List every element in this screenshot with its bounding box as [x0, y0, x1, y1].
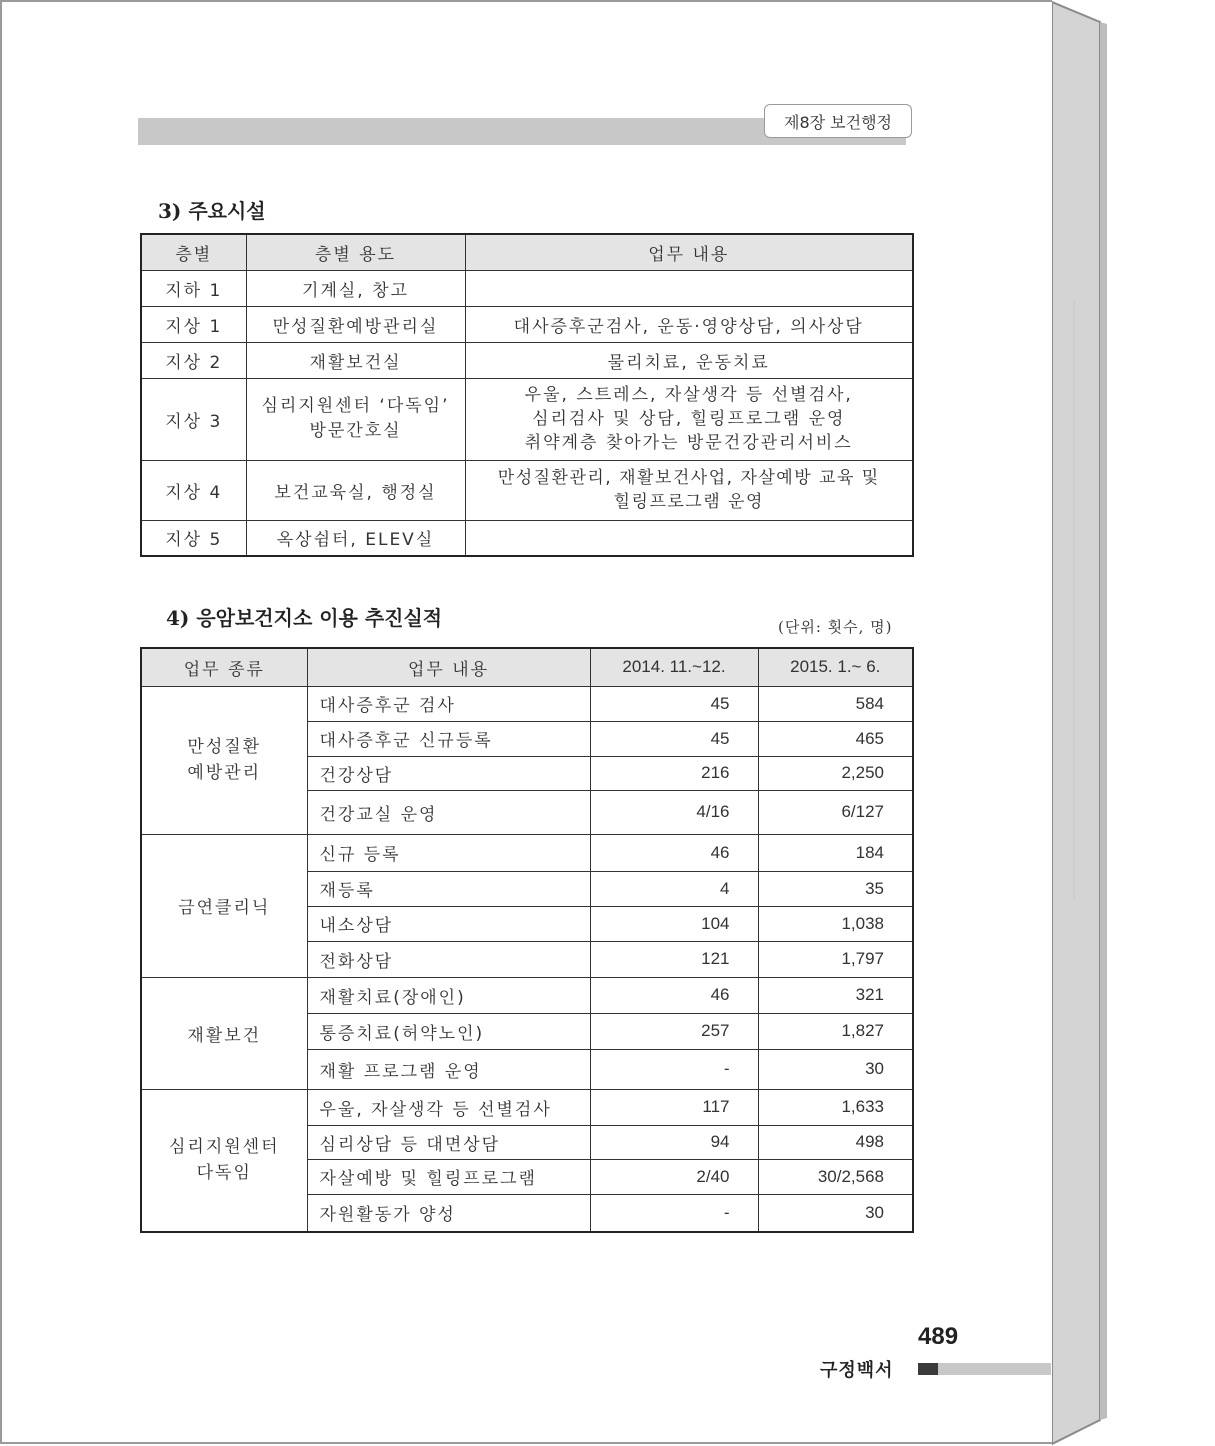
- table-row: [141, 342, 913, 378]
- performance-header-row: [141, 648, 913, 686]
- floor-cell: 지상 3: [141, 378, 246, 460]
- value-2014-cell: 104: [590, 906, 758, 941]
- value-2014-cell: 257: [590, 1013, 758, 1049]
- col-use-header: 층별 용도: [246, 234, 465, 270]
- value-2015-cell: 498: [758, 1125, 913, 1159]
- value-2014-cell: 45: [590, 721, 758, 756]
- work-cell: [465, 520, 913, 556]
- value-2015-cell: 2,250: [758, 756, 913, 790]
- table-row: [141, 834, 913, 871]
- work-cell: 우울, 스트레스, 자살생각 등 선별검사, 심리검사 및 상담, 힐링프로그램 운영 취약계층 찾아가는 방문건강관리서비스: [465, 378, 913, 460]
- value-2014-cell: 94: [590, 1125, 758, 1159]
- col-floor-header: 층별: [141, 234, 246, 270]
- work-cell: [465, 270, 913, 306]
- table-row: [141, 1089, 913, 1125]
- col-2015-header: 2015. 1.~ 6.: [758, 648, 913, 686]
- table-row: [141, 520, 913, 556]
- value-2015-cell: 584: [758, 686, 913, 721]
- value-2014-cell: 4/16: [590, 790, 758, 834]
- facilities-table: [140, 233, 914, 557]
- value-2015-cell: 184: [758, 834, 913, 871]
- table-row: [141, 460, 913, 520]
- category-cell: 심리지원센터 다독임: [141, 1089, 307, 1232]
- task-cell: 대사증후군 검사: [307, 686, 590, 721]
- value-2014-cell: -: [590, 1194, 758, 1232]
- performance-table: [140, 647, 914, 1233]
- value-2014-cell: 2/40: [590, 1159, 758, 1194]
- value-2014-cell: 4: [590, 871, 758, 906]
- value-2014-cell: 46: [590, 834, 758, 871]
- floor-cell: 지상 4: [141, 460, 246, 520]
- value-2015-cell: 465: [758, 721, 913, 756]
- work-cell: 물리치료, 운동치료: [465, 342, 913, 378]
- value-2015-cell: 6/127: [758, 790, 913, 834]
- task-cell: 대사증후군 신규등록: [307, 721, 590, 756]
- table-row: [141, 686, 913, 721]
- task-cell: 내소상담: [307, 906, 590, 941]
- work-cell: 대사증후군검사, 운동·영양상담, 의사상담: [465, 306, 913, 342]
- use-cell: 보건교육실, 행정실: [246, 460, 465, 520]
- value-2014-cell: 45: [590, 686, 758, 721]
- task-cell: 재활 프로그램 운영: [307, 1049, 590, 1089]
- task-cell: 우울, 자살생각 등 선별검사: [307, 1089, 590, 1125]
- task-cell: 재등록: [307, 871, 590, 906]
- task-cell: 건강상담: [307, 756, 590, 790]
- facilities-header-row: [141, 234, 913, 270]
- table-row: [141, 378, 913, 460]
- task-cell: 건강교실 운영: [307, 790, 590, 834]
- chapter-label: 제8장 보건행정: [783, 112, 892, 132]
- floor-cell: 지상 2: [141, 342, 246, 378]
- col-work-header: 업무 내용: [465, 234, 913, 270]
- value-2015-cell: 1,797: [758, 941, 913, 977]
- value-2014-cell: 216: [590, 756, 758, 790]
- use-cell: 만성질환예방관리실: [246, 306, 465, 342]
- footer-bar-mark: [918, 1363, 938, 1375]
- table-row: [141, 306, 913, 342]
- task-cell: 통증치료(허약노인): [307, 1013, 590, 1049]
- floor-cell: 지하 1: [141, 270, 246, 306]
- value-2014-cell: -: [590, 1049, 758, 1089]
- task-cell: 자살예방 및 힐링프로그램: [307, 1159, 590, 1194]
- use-cell: 재활보건실: [246, 342, 465, 378]
- unit-label: (단위: 횟수, 명): [778, 618, 893, 636]
- value-2014-cell: 117: [590, 1089, 758, 1125]
- value-2015-cell: 1,827: [758, 1013, 913, 1049]
- task-cell: 자원활동가 양성: [307, 1194, 590, 1232]
- task-cell: 심리상담 등 대면상담: [307, 1125, 590, 1159]
- task-cell: 신규 등록: [307, 834, 590, 871]
- use-cell: 심리지원센터 ‘다독임’ 방문간호실: [246, 378, 465, 460]
- value-2015-cell: 1,038: [758, 906, 913, 941]
- book-title: 구정백서: [820, 1360, 894, 1381]
- chapter-tab: [764, 104, 912, 138]
- value-2015-cell: 30/2,568: [758, 1159, 913, 1194]
- task-cell: 전화상담: [307, 941, 590, 977]
- table-row: [141, 270, 913, 306]
- book-spine: [1052, 0, 1107, 1446]
- category-cell: 만성질환 예방관리: [141, 686, 307, 834]
- value-2015-cell: 35: [758, 871, 913, 906]
- section4-title: 4) 응암보건지소 이용 추진실적: [166, 606, 443, 630]
- category-cell: 재활보건: [141, 977, 307, 1089]
- col-2014-header: 2014. 11.~12.: [590, 648, 758, 686]
- table-row: [141, 977, 913, 1013]
- task-cell: 재활치료(장애인): [307, 977, 590, 1013]
- value-2015-cell: 321: [758, 977, 913, 1013]
- floor-cell: 지상 5: [141, 520, 246, 556]
- use-cell: 옥상쉼터, ELEV실: [246, 520, 465, 556]
- col-task-header: 업무 내용: [307, 648, 590, 686]
- value-2015-cell: 30: [758, 1194, 913, 1232]
- section3-title: 3) 주요시설: [158, 199, 266, 223]
- col-category-header: 업무 종류: [141, 648, 307, 686]
- value-2015-cell: 1,633: [758, 1089, 913, 1125]
- work-cell: 만성질환관리, 재활보건사업, 자살예방 교육 및 힐링프로그램 운영: [465, 460, 913, 520]
- category-cell: 금연클리닉: [141, 834, 307, 977]
- page-number: 489: [918, 1323, 959, 1350]
- value-2015-cell: 30: [758, 1049, 913, 1089]
- value-2014-cell: 46: [590, 977, 758, 1013]
- use-cell: 기계실, 창고: [246, 270, 465, 306]
- floor-cell: 지상 1: [141, 306, 246, 342]
- value-2014-cell: 121: [590, 941, 758, 977]
